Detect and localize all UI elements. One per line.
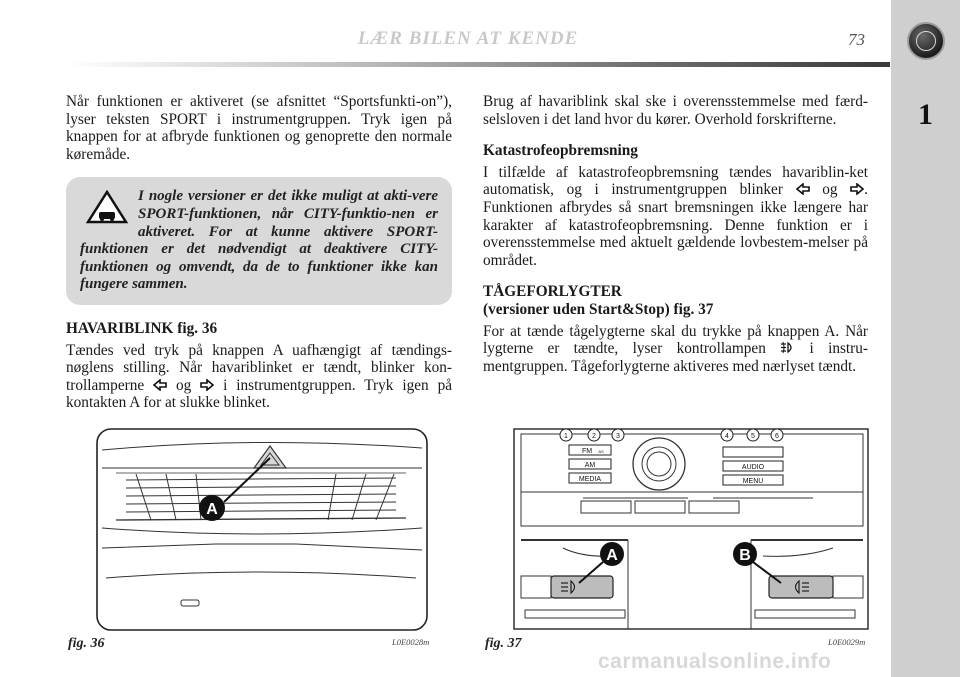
emergency-braking-paragraph [483, 164, 868, 270]
fig36-hazard-button-illustration [96, 428, 428, 631]
turn-right-arrow-icon [200, 379, 214, 391]
running-header-title: LÆR BILEN AT KENDE [357, 28, 579, 49]
hazard-text-og: og [175, 376, 192, 394]
page-number: 73 [848, 30, 865, 49]
fog-lights-heading [483, 283, 868, 318]
warning-triangle-icon [86, 190, 128, 224]
front-fog-light-icon [780, 341, 795, 354]
preset-6: 6 [775, 433, 779, 440]
preset-2: 2 [592, 433, 596, 440]
hazard-heading: HAVARIBLINK fig. 36 [66, 319, 218, 337]
turn-right-arrow-icon [850, 183, 864, 195]
preset-4: 4 [725, 433, 729, 440]
fig37-fog-light-buttons-illustration [513, 428, 869, 630]
warning-text: I nogle versioner er det ikke muligt at akti-vere SPORT-funktionen, når CITY-funktio-nen er aktiveret. For at kunne aktivere SPORT-funktionen er det nødvendigt at deaktivere CITY-funktionen og omvendt, da de to funktioner ikke kan fungere sammen. [80, 188, 438, 293]
btn-menu: MENU [742, 478, 764, 485]
hazard-text-part1: Tændes ved tryk på knappen A uafhængigt af tændings-nøglens stilling. Når havariblinket er tændt, blinker kon-trollamperne [66, 341, 452, 394]
hazard-text-part2: i instrumentgruppen. Tryk igen på kontakten A for at slukke blinket. [66, 376, 453, 412]
header-rule [68, 62, 890, 67]
left-column [66, 93, 452, 426]
emergency-braking-heading: Katastrofeopbremsning [483, 142, 638, 160]
right-column [483, 93, 868, 389]
preset-5: 5 [751, 433, 755, 440]
btn-am: AM [584, 462, 596, 469]
fig36-label-a: A [206, 501, 218, 518]
fog-lights-paragraph [483, 323, 868, 376]
chapter-number: 1 [918, 98, 933, 131]
fog-heading-line1: TÅGEFORLYGTER [483, 283, 622, 301]
fig37-code: L0E0029m [828, 637, 866, 647]
sport-intro-paragraph: Når funktionen er aktiveret (se afsnittet “Sportsfunkti-on”), lyser teksten SPORT i instrumentgruppen. Tryk igen på knappen for at afbryde funktionen og genoprette den normale køremåde. [66, 93, 452, 163]
warning-box [66, 177, 452, 305]
fig36-code: L0E0028m [392, 637, 430, 647]
fog-heading-line2: (versioner uden Start&Stop) fig. 37 [483, 300, 714, 318]
btn-audio: AUDIO [741, 464, 765, 471]
emergency-text-og: og [822, 181, 838, 199]
fog-text-part2: i instru-mentgruppen. Tågeforlygterne aktiveres med nærlyset tændt. [483, 340, 869, 375]
lancia-logo-icon [907, 22, 945, 60]
fig37-label-a: A [606, 547, 618, 564]
emergency-text-part2: . Funktionen afbrydes så snart bremsningen ikke længere har karakter af katastrofeopbremsning. Denne funktion er i overensstemmelse med aktuelt gældende lovbestem-melser på området. [483, 181, 868, 269]
btn-fm: FM [581, 448, 593, 455]
turn-left-arrow-icon [153, 379, 167, 391]
btn-media: MEDIA [578, 476, 602, 483]
hazard-paragraph [66, 342, 452, 412]
fig37-label-b: B [739, 547, 751, 564]
preset-1: 1 [564, 433, 568, 440]
law-paragraph: Brug af havariblink skal ske i overensstemmelse med færd-selsloven i det land hvor du kører. Overhold forskrifterne. [483, 93, 868, 128]
turn-left-arrow-icon [796, 183, 810, 195]
btn-fm-sub: AS [598, 449, 604, 454]
fig37-caption: fig. 37 [485, 636, 522, 651]
preset-3: 3 [616, 433, 620, 440]
watermark: carmanualsonline.info [598, 650, 832, 673]
fog-text-part1: For at tænde tågelygterne skal du trykke på knappen A. Når lygterne er tændte, lyser kontrollampen [483, 322, 868, 358]
fig36-caption: fig. 36 [68, 636, 105, 651]
emergency-text-part1: I tilfælde af katastrofeopbremsning tændes havariblin-ket automatisk, og i instrumentgruppen blinker [483, 163, 868, 199]
